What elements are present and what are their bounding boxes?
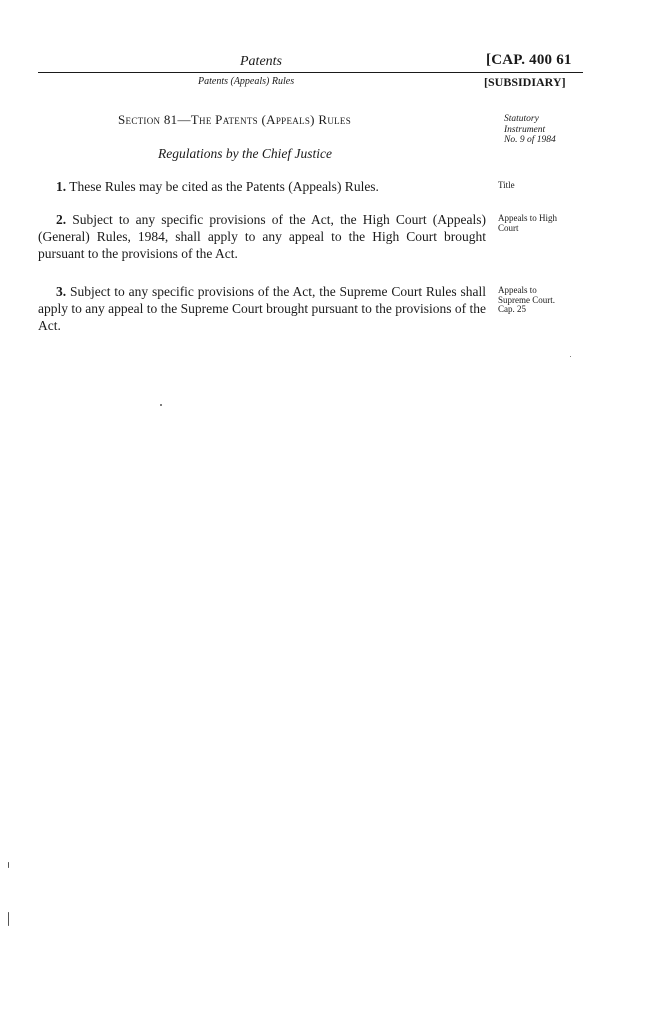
rule-2	[38, 211, 486, 262]
rule-number: 3.	[56, 284, 67, 299]
side-number-line: No. 9 of 1984	[504, 135, 556, 145]
scan-speck	[8, 862, 9, 868]
rule-text: These Rules may be cited as the Patents (Appeals) Rules.	[69, 179, 379, 194]
rule-text: Subject to any specific provisions of the Act, the Supreme Court Rules shall apply to any appeal to the Supreme Court brought pursuant to the provisions of the Act.	[38, 284, 487, 333]
regulations-by: Regulations by the Chief Justice	[158, 146, 332, 161]
side-statutory-instrument	[504, 114, 584, 146]
rule-3	[38, 283, 486, 334]
header-subsidiary: [SUBSIDIARY]	[484, 75, 566, 89]
margin-note-appeals-high-court: Appeals to High Court	[498, 213, 557, 233]
side-instrument-line: Instrument	[504, 124, 546, 135]
rule-text: Subject to any specific provisions of the Act, the High Court (Appeals) (General) Rules, 1984, shall apply to any appeal to the High Court brought pursuant to the provisions of the Act.	[38, 212, 486, 261]
header-subtitle: Patents (Appeals) Rules	[198, 76, 295, 87]
scan-speck	[570, 356, 571, 357]
section-heading: Section 81—The Patents (Appeals) Rules	[118, 112, 352, 127]
rule-1	[38, 178, 486, 195]
side-statutory-line: Statutory	[504, 114, 539, 124]
rule-number: 1.	[56, 179, 67, 194]
header-rule	[38, 72, 583, 73]
header-title: Patents	[240, 54, 282, 69]
margin-note-appeals-supreme-court: Appeals to Supreme Court. Cap. 25	[498, 285, 555, 314]
rule-number: 2.	[56, 212, 67, 227]
scan-speck	[8, 912, 9, 926]
margin-note-title: Title	[498, 180, 515, 190]
header-cap-number: [CAP. 400 61	[486, 52, 572, 68]
scan-speck	[160, 404, 162, 406]
